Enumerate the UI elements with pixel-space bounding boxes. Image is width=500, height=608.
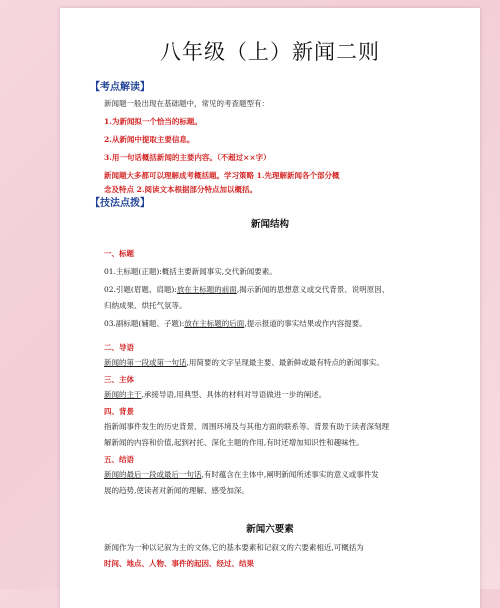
text: 02.引题(眉题、肩题): (104, 285, 177, 294)
line: 01.主标题(正题):概括主要新闻事实,交代新闻要素。 (104, 267, 277, 276)
list-item: 2.从新闻中提取主要信息。 (104, 135, 195, 144)
part-lead (104, 342, 464, 369)
line: 归纳成果、烘托气氛等。 (104, 301, 187, 310)
text: ,揭示新闻的思想意义或交代背景、说明原因、 (236, 285, 390, 294)
underlined-text: 新闻的主干 (104, 390, 142, 399)
page-title: 八年级（上）新闻二则 (160, 40, 380, 64)
text: ,承接导语,用典型、具体的材料对导语做进一步的阐述。 (141, 390, 327, 399)
part-title (104, 248, 464, 330)
note-line: 新闻题大多都可以理解成考概括题。学习策略 1.先理解新闻各个部分概 (104, 171, 340, 180)
line (104, 284, 464, 296)
line: 新闻作为一种以记叙为主的文体,它的基本要素和记叙文的六要素相近,可概括为 (104, 543, 364, 552)
part-body (104, 374, 464, 401)
subtitle-news-structure: 新闻结构 (250, 219, 289, 230)
underlined-text: 新闻的最后一段或最后一句话 (104, 470, 202, 479)
part-heading: 一、标题 (104, 249, 134, 258)
subtitle-six-elements: 新闻六要素 (246, 524, 294, 535)
underlined-text: 新闻的第一段或第一句话 (104, 358, 187, 367)
section-heading-techniques: 【技法点拨】 (90, 198, 150, 209)
text: ,用简要的文字呈现最主要、最新鲜或最有特点的新闻事实。 (186, 358, 384, 367)
line (104, 389, 464, 401)
six-elements-body (104, 542, 464, 570)
intro-text: 新闻题一般出现在基础题中，常见的考查题型有： (104, 99, 269, 108)
part-heading: 二、导语 (104, 343, 134, 352)
note-line: 念及特点 2.阅读文本根据部分特点加以概括。 (104, 185, 257, 194)
part-conclusion (104, 454, 464, 497)
list-item: 1.为新闻拟一个恰当的标题。 (104, 117, 202, 126)
line: 解新闻的内容和价值,起到衬托、深化主题的作用,有时还增加知识性和趣味性。 (104, 438, 364, 447)
line: 时间、地点、人物、事件的起因、经过、结果 (104, 559, 254, 568)
part-heading: 三、主体 (104, 375, 134, 384)
line (104, 318, 464, 330)
line (104, 469, 464, 481)
line: 展的趋势,使读者对新闻的理解、感受加深。 (104, 486, 249, 495)
part-heading: 四、背景 (104, 407, 134, 416)
underlined-text: 放在主标题的后面 (184, 319, 245, 328)
section1-body (104, 98, 464, 196)
part-background (104, 406, 464, 449)
underlined-text: 放在主标题的前面 (176, 285, 237, 294)
section-heading-key-points: 【考点解读】 (90, 82, 150, 93)
line: 指新闻事件发生的历史背景、周围环境及与其他方面的联系等。背景有助于读者深刻理 (104, 422, 389, 431)
text: ,提示报道的事实结果或作内容提要。 (244, 319, 367, 328)
text: ,有时蕴含在主体中,阐明新闻所述事实的意义或事件发 (201, 470, 379, 479)
line (104, 357, 464, 369)
text: 03.副标题(辅题、子题): (104, 319, 185, 328)
list-item: 3.用一句话概括新闻的主要内容。（不超过××字） (104, 153, 271, 162)
document-page (60, 8, 480, 608)
part-heading: 五、结语 (104, 455, 134, 464)
